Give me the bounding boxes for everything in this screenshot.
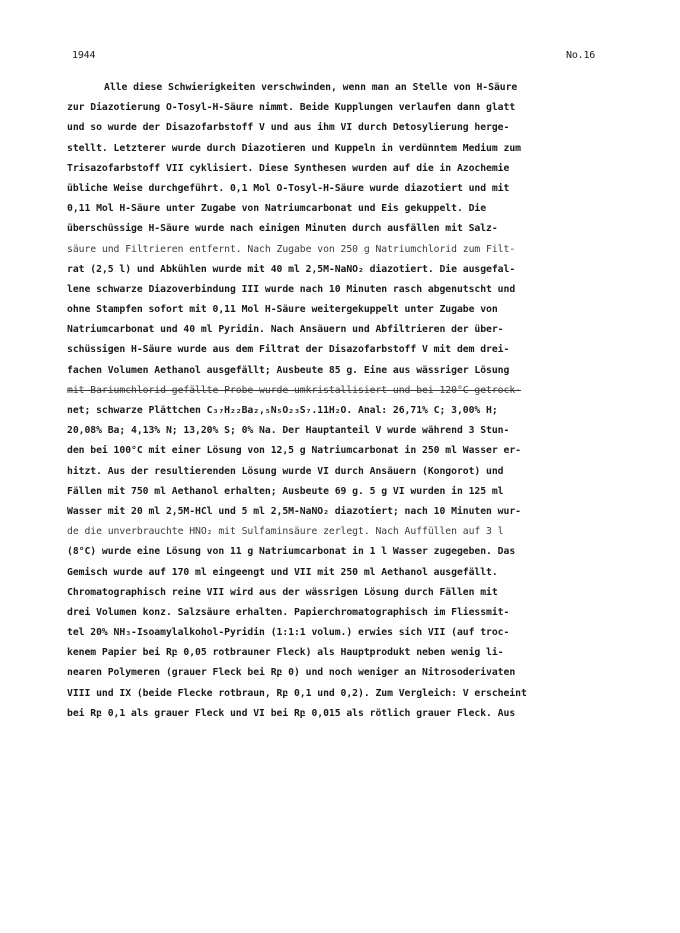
text-line: de die unverbrauchte HNO₂ mit Sulfaminsäure zerlegt. Nach Auffüllen auf 3 l xyxy=(67,526,504,538)
text-line: Gemisch wurde auf 170 ml eingeengt und VII mit 250 ml Aethanol ausgefällt. xyxy=(67,566,498,578)
text-line: tel 20% NH₃-Isoamylalkohol-Pyridin (1:1:1 volum.) erwies sich VII (auf troc- xyxy=(67,627,510,639)
text-line: Wasser mit 20 ml 2,5M-HCl und 5 ml 2,5M-NaNO₂ diazotiert; nach 10 Minuten wur- xyxy=(67,505,521,517)
text-line: fachen Volumen Aethanol ausgefällt; Ausbeute 85 g. Eine aus wässriger Lösung xyxy=(67,364,510,376)
text-line: kenem Papier bei Rբ 0,05 rotbrauner Fleck) als Hauptprodukt neben wenig li- xyxy=(67,647,504,659)
text-line: rat (2,5 l) und Abkühlen wurde mit 40 ml 2,5M-NaNO₂ diazotiert. Die ausgefal- xyxy=(67,263,516,275)
text-line: Trisazofarbstoff VII cyklisiert. Diese Synthesen wurden auf die in Azochemie xyxy=(67,162,510,174)
header-page-number: No.16 xyxy=(566,50,596,61)
text-line: überschüssige H-Säure wurde nach einigen Minuten durch ausfällen mit Salz- xyxy=(67,223,498,235)
text-line: nearen Polymeren (grauer Fleck bei Rբ 0) und noch weniger an Nitrosoderivaten xyxy=(67,667,516,679)
text-line: säure und Filtrieren entfernt. Nach Zugabe von 250 g Natriumchlorid zum Filt- xyxy=(67,243,516,255)
body-text xyxy=(67,78,627,724)
text-line: VIII und IX (beide Flecke rotbraun, Rբ 0,1 und 0,2). Zum Vergleich: V erscheint xyxy=(67,687,527,699)
text-line: schüssigen H-Säure wurde aus dem Filtrat der Disazofarbstoff V mit dem drei- xyxy=(67,344,510,356)
text-line: Fällen mit 750 ml Aethanol erhalten; Ausbeute 69 g. 5 g VI wurden in 125 ml xyxy=(67,485,504,497)
text-line: lene schwarze Diazoverbindung III wurde nach 10 Minuten rasch abgenutscht und xyxy=(67,283,516,295)
text-line: den bei 100°C mit einer Lösung von 12,5 g Natriumcarbonat in 250 ml Wasser er- xyxy=(67,445,521,457)
text-line: Alle diese Schwierigkeiten verschwinden, wenn man an Stelle von H-Säure xyxy=(104,82,518,93)
text-line: stellt. Letzterer wurde durch Diazotieren und Kuppeln in verdünntem Medium zum xyxy=(67,142,521,154)
text-line: ohne Stampfen sofort mit 0,11 Mol H-Säure weitergekuppelt unter Zugabe von xyxy=(67,304,498,316)
header-year: 1944 xyxy=(72,50,96,61)
text-line: (8°C) wurde eine Lösung von 11 g Natriumcarbonat in 1 l Wasser zugegeben. Das xyxy=(67,546,516,558)
text-line: drei Volumen konz. Salzsäure erhalten. Papierchromatographisch im Fliessmit- xyxy=(67,606,510,618)
text-line: hitzt. Aus der resultierenden Lösung wurde VI durch Ansäuern (Kongorot) und xyxy=(67,465,504,477)
text-line: 20,08% Ba; 4,13% N; 13,20% S; 0% Na. Der Hauptanteil V wurde während 3 Stun- xyxy=(67,425,510,437)
text-line-struck: mit Bariumchlorid gefällte Probe wurde umkristallisiert und bei 120°C getrock- xyxy=(67,384,521,396)
text-line: und so wurde der Disazofarbstoff V und aus ihm VI durch Detosylierung herge- xyxy=(67,122,510,134)
text-line: zur Diazotierung O-Tosyl-H-Säure nimmt. Beide Kupplungen verlaufen dann glatt xyxy=(67,102,516,114)
text-line: net; schwarze Plättchen C₃₇H₂₂Ba₂,₅N₅O₂₃S₇.11H₂O. Anal: 26,71% C; 3,00% H; xyxy=(67,405,498,416)
text-line: bei Rբ 0,1 als grauer Fleck und VI bei Rբ 0,015 als rötlich grauer Fleck. Aus xyxy=(67,707,516,719)
text-line: Chromatographisch reine VII wird aus der wässrigen Lösung durch Fällen mit xyxy=(67,586,498,598)
text-line: 0,11 Mol H-Säure unter Zugabe von Natriumcarbonat und Eis gekuppelt. Die xyxy=(67,203,487,215)
text-line: Natriumcarbonat und 40 ml Pyridin. Nach Ansäuern und Abfiltrieren der über- xyxy=(67,324,504,336)
text-line: übliche Weise durchgeführt. 0,1 Mol O-Tosyl-H-Säure wurde diazotiert und mit xyxy=(67,182,510,194)
